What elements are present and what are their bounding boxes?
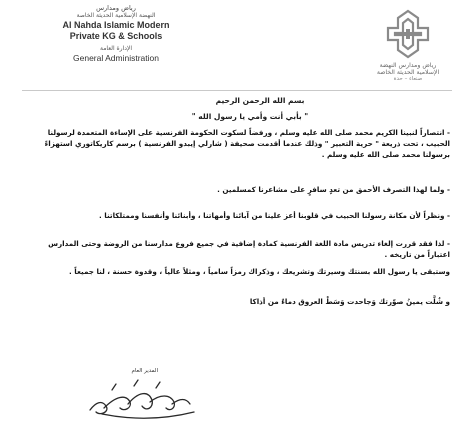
- department-arabic: الإدارة العامة: [99, 45, 133, 52]
- school-name-english-line2: Private KG & Schools: [69, 31, 163, 41]
- opening-quote: " بأبي أنت وأمي يا رسول الله ": [191, 112, 309, 121]
- logo-caption-line1: رياض ومدارس النهضة: [379, 62, 437, 69]
- paragraph-2: - ولما لهذا التصرف الأحمق من تعدٍ سافرٍ على مشاعرنا كمسلمين .: [217, 185, 450, 194]
- signatory-title: المدير العام: [131, 368, 158, 374]
- header-divider: [22, 90, 452, 91]
- school-logo-icon: [380, 8, 436, 60]
- paragraph-5: وستبقى يا رسول الله بسنتك وسيرتك وتشريعك ، وذكراك رمزاً سامياً ، ومثلاً عالياً ، وقدوة حسنة ، لنا جميعاً .: [69, 267, 450, 276]
- logo-caption-line3: صنعاء – حدة: [393, 76, 423, 82]
- logo-caption-line2: الإسلامية الحديثة الخاصة: [376, 69, 440, 76]
- closing-verse: و شُلَّت يمينُ صوّرتك وَجاحدت وَسَطْ العروق دماءٌ من أذاكا: [249, 297, 450, 306]
- handwritten-signature: [82, 372, 202, 428]
- school-name-english-line1: Al Nahda Islamic Modern: [62, 20, 170, 30]
- letterhead-left: [26, 4, 206, 63]
- school-logo-block: [358, 8, 458, 82]
- basmala: بسم الله الرحمن الرحيم: [215, 96, 305, 105]
- school-name-arabic-line2: النهضة الإسلامية الحديثة الخاصة: [76, 12, 156, 19]
- paragraph-1: - انتصاراً لنبينا الكريم محمد صلى الله عليه وسلم ، ورفضاً لسكوت الحكومة الفرنسية على الإساءة المتعمدة لرسولنا الحبيب ، تحت ذريعة " حرية التعبير " وذلك عندما أقدمت صحيفة ( شارلي إيبدو الفرنسية ) برسم كاريكاتوري استهزاءً برسولنا محمد صلى الله عليه وسلم .: [44, 128, 450, 159]
- department-english: General Administration: [73, 53, 159, 63]
- school-name-arabic-line1: رياض ومدارس: [96, 4, 136, 12]
- paragraph-3: - ونظراً لأن مكانة رسولنا الحبيب في قلوبنا أعز علينا من آبائنا وأمهاتنا ، وأبنائنا وأنفسنا وممتلكاتنا .: [99, 211, 450, 220]
- paragraph-4: - لذا فقد قررت إلغاء تدريس مادة اللغة الفرنسية كمادة إضافية في جميع فروع مدارسنا من الروضة وحتى المدارس اعتباراً من تاريخه .: [48, 239, 450, 259]
